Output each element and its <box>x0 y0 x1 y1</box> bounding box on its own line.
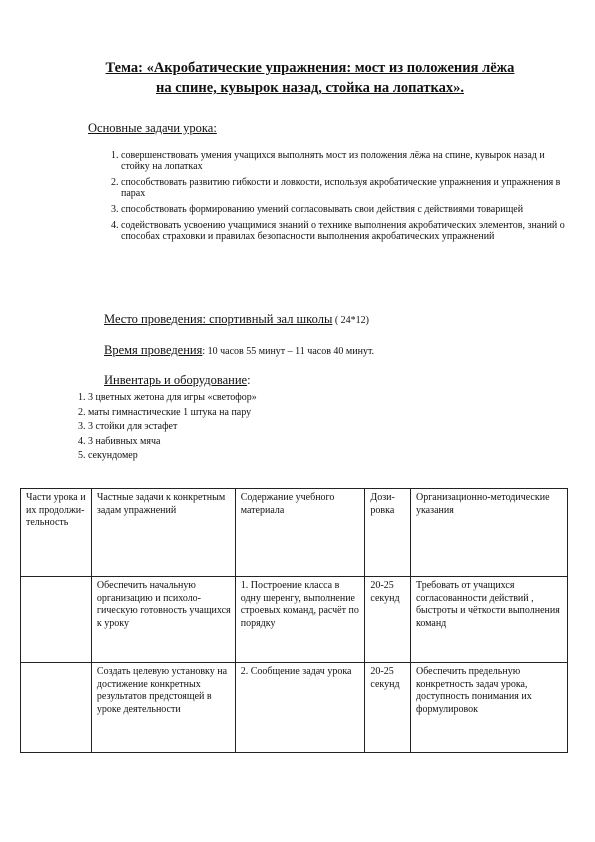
table-header-cell: Частные задачи к конкретным задам упражнений <box>91 489 235 577</box>
tasks-heading: Основные задачи урока: <box>88 121 217 135</box>
equipment-item: 4. 3 набивных мяча <box>88 435 488 450</box>
title-line-2: на спине, кувырок назад, стойка на лопатках». <box>156 80 464 96</box>
table-cell: 20-25 секунд <box>365 663 411 753</box>
tasks-list <box>103 150 571 247</box>
venue-label: Место проведения: спортивный зал школы <box>104 312 333 326</box>
time-line <box>104 343 374 358</box>
equipment-item: 2. маты гимнастические 1 штука на пару <box>88 406 488 421</box>
table-header-cell: Организационно-методические указания <box>410 489 567 577</box>
task-item: 4. содействовать усвоению учащимися знаний о технике выполнения акробатических элементов, знаний о способах страховки и правилах безопасности выполнения акробатических упражнений <box>121 220 571 242</box>
equipment-item: 3. 3 стойки для эстафет <box>88 420 488 435</box>
table-row <box>21 663 568 753</box>
equipment-label: Инвентарь и оборудование <box>104 373 248 387</box>
table-cell: Требовать от учащихся согласованности действий , быстроты и чёткости выполнения команд <box>410 577 567 663</box>
table-header-cell: Части урока и их продолжи-тельность <box>21 489 92 577</box>
time-label: Время проведения <box>104 343 203 357</box>
time-value: : 10 часов 55 минут – 11 часов 40 минут. <box>202 346 375 357</box>
title-line-1: Тема: «Акробатические упражнения: мост из положения лёжа <box>105 60 515 76</box>
lesson-title <box>60 58 560 98</box>
table-cell: 1. Построение класса в одну шеренгу, выполнение строевых команд, расчёт по порядку <box>235 577 365 663</box>
table-header-cell: Содержание учебного материала <box>235 489 365 577</box>
venue-line <box>104 312 369 327</box>
table-cell: Обеспечить начальную организацию и психоло-гическую готовность учащихся к уроку <box>91 577 235 663</box>
equipment-heading <box>104 373 251 388</box>
table-cell <box>21 577 92 663</box>
venue-value: ( 24*12) <box>332 315 370 326</box>
task-item: 1. совершенствовать умения учащихся выполнять мост из положения лёжа на спине, кувырок назад и стойку на лопатках <box>121 150 571 172</box>
table-cell: Обеспечить предельную конкретность задач урока, доступность понимания их формулировок <box>410 663 567 753</box>
table-header-cell: Дози-ровка <box>365 489 411 577</box>
table-cell <box>21 663 92 753</box>
table-cell: 20-25 секунд <box>365 577 411 663</box>
equipment-item: 5. секундомер <box>88 449 488 464</box>
lesson-plan-table <box>20 488 568 753</box>
table-header-row <box>21 489 568 577</box>
equipment-list <box>72 391 488 464</box>
task-item: 3. способствовать формированию умений согласовывать свои действия с действиями товарищей <box>121 204 571 215</box>
table-row <box>21 577 568 663</box>
table-cell: Создать целевую установку на достижение конкретных результатов предстоящей в уроке деятельности <box>91 663 235 753</box>
table-cell: 2. Сообщение задач урока <box>235 663 365 753</box>
equipment-item: 1. 3 цветных жетона для игры «светофор» <box>88 391 488 406</box>
task-item: 2. способствовать развитию гибкости и ловкости, используя акробатические упражнения и упражнения в парах <box>121 177 571 199</box>
equipment-colon: : <box>247 373 251 387</box>
